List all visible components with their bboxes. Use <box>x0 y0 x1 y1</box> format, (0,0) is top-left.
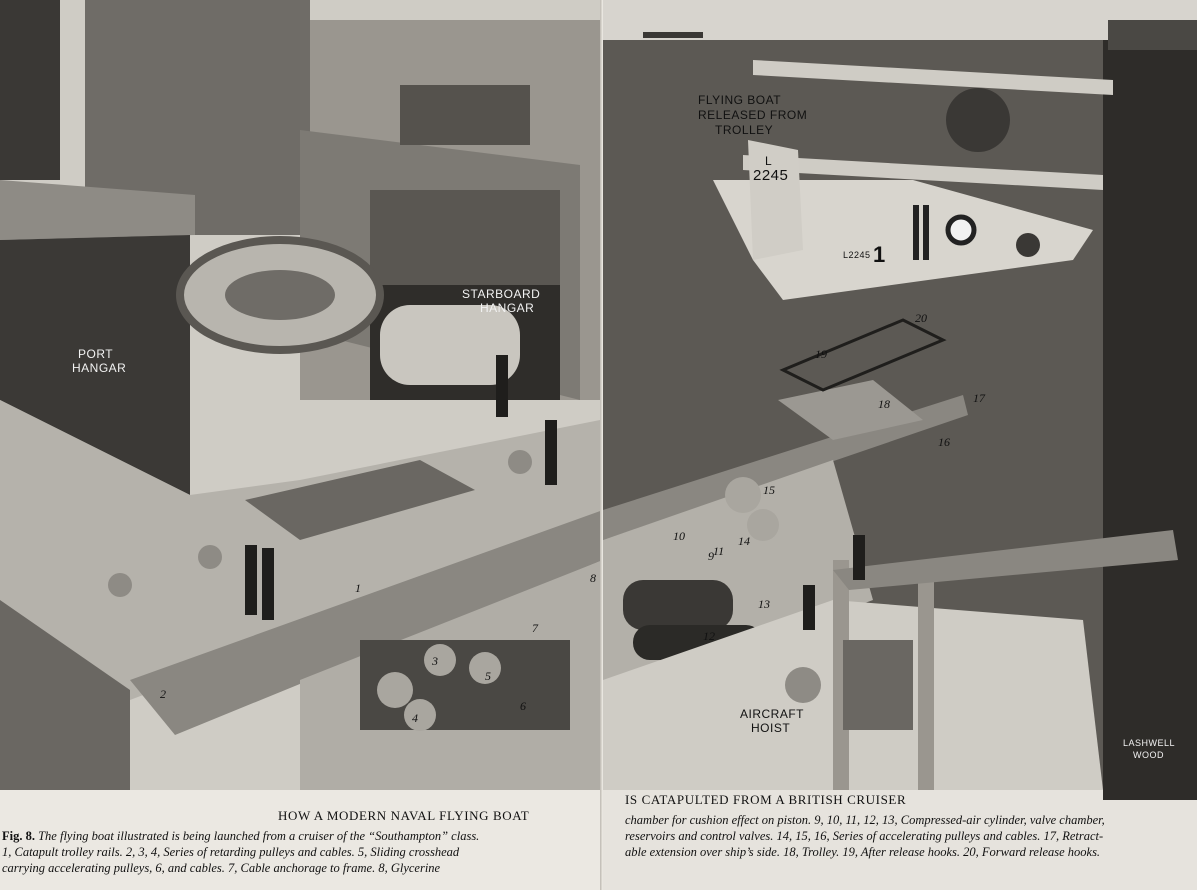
port-hangar-label-line2: HANGAR <box>72 361 127 375</box>
caption-line: 1, Catapult trolley rails. 2, 3, 4, Series of retarding pulleys and cables. 5, Sliding crosshead <box>2 845 460 859</box>
flying-boat-label-line1: FLYING BOAT <box>698 93 782 107</box>
compressed-air-cylinder <box>623 580 733 630</box>
right-page <box>603 0 1197 890</box>
callout-9: 9 <box>708 549 714 563</box>
port-hangar-label-line1: PORT <box>78 347 114 361</box>
gun-mount <box>400 85 530 145</box>
caption-line: chamber for cushion effect on piston. 9, 10, 11, 12, 13, Compressed-air cylinder, valve chamber, <box>625 813 1105 827</box>
caption-line: The flying boat illustrated is being launched from a cruiser of the “Southampton” class. <box>38 829 480 843</box>
flying-boat-label-line2: RELEASED FROM <box>698 108 808 122</box>
caption-line: reservoirs and control valves. 14, 15, 16, Series of accelerating pulleys and cables. 17, Retract- <box>625 829 1104 843</box>
callout-11: 11 <box>713 544 725 558</box>
callout-7: 7 <box>532 621 538 635</box>
aircraft-hoist-label-line1: AIRCRAFT <box>740 707 804 721</box>
sailor <box>245 545 257 615</box>
starboard-hangar-label-line1: STARBOARD <box>462 287 541 301</box>
callout-6: 6 <box>520 699 526 713</box>
callout-4: 4 <box>412 711 418 725</box>
sailor <box>545 420 557 485</box>
funnel <box>1103 40 1197 800</box>
callout-18: 18 <box>878 397 890 411</box>
tail-marking-number: 2245 <box>753 167 789 184</box>
caption-line: able extension over ship’s side. 18, Trolley. 19, After release hooks. 20, Forward release hooks. <box>625 845 1101 859</box>
artist-signature-line2: WOOD <box>1133 750 1164 760</box>
callout-5: 5 <box>485 669 491 683</box>
fuselage-number: 1 <box>873 242 886 267</box>
sailor <box>803 585 815 630</box>
callout-20: 20 <box>915 311 927 325</box>
distant-ship <box>643 32 703 38</box>
sailor <box>496 355 508 417</box>
callout-3: 3 <box>432 654 438 668</box>
starboard-hangar-label-line2: HANGAR <box>480 301 535 315</box>
callout-19: 19 <box>815 347 827 361</box>
callout-17: 17 <box>973 391 985 405</box>
caption-line: carrying accelerating pulleys, 6, and cables. 7, Cable anchorage to frame. 8, Glycerine <box>2 861 441 875</box>
caption-heading-right: IS CATAPULTED FROM A BRITISH CRUISER <box>625 792 907 807</box>
callout-10: 10 <box>673 529 685 543</box>
callout-13: 13 <box>758 597 770 611</box>
caption-heading-left: HOW A MODERN NAVAL FLYING BOAT <box>278 808 530 823</box>
roundel <box>948 217 974 243</box>
mast <box>0 0 60 180</box>
accelerating-pulley <box>725 477 761 513</box>
callout-1: 1 <box>355 581 361 595</box>
figure-number: Fig. 8. <box>2 829 35 843</box>
fuselage-serial: L2245 <box>843 250 871 260</box>
caption-body-right <box>625 812 1195 860</box>
right-illustration <box>603 0 1197 890</box>
flying-boat-label-line3: TROLLEY <box>715 123 774 137</box>
artist-signature-line1: LASHWELL <box>1123 738 1176 748</box>
sailor <box>853 535 865 580</box>
callout-15: 15 <box>763 483 775 497</box>
sailor <box>262 548 274 620</box>
callout-2: 2 <box>160 687 166 701</box>
callout-14: 14 <box>738 534 750 548</box>
callout-8: 8 <box>590 571 596 585</box>
engine <box>946 88 1010 152</box>
callout-16: 16 <box>938 435 950 449</box>
callout-12: 12 <box>703 629 715 643</box>
tail-marking-letter: L <box>765 154 773 168</box>
aircraft-hoist-label-line2: HOIST <box>751 721 791 735</box>
caption-body-left <box>2 828 577 876</box>
